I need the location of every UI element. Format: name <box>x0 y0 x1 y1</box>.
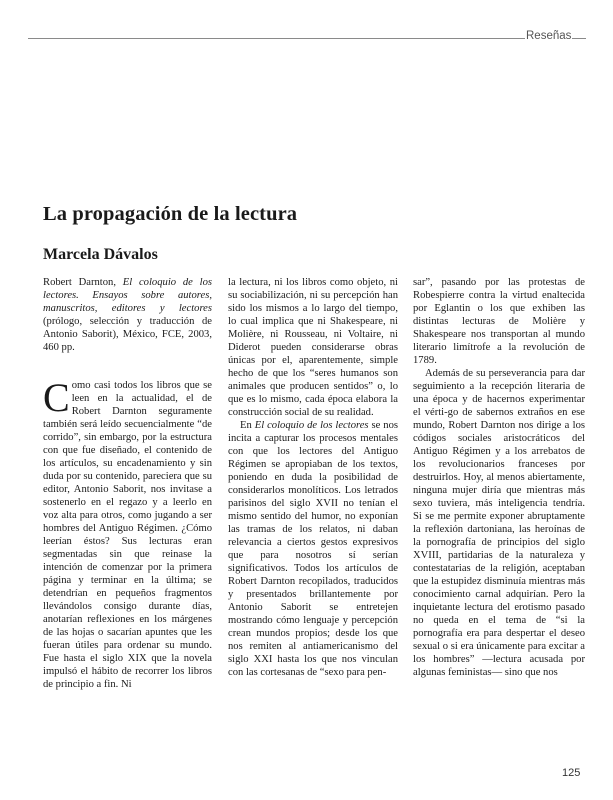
citation-details: (prólogo, selección y traducción de Antonio Saborit), México, FCE, 2003, 460 pp. <box>43 316 212 353</box>
header-rule <box>28 38 525 39</box>
body-paragraph-4: sar”, pasando por las protestas de Robespierre contra la virtud enaltecida por Eglantin o los que exhiben las distintas lecturas de Molière y Shakespeare nos transportan al mundo literario limítrofe a la revolución de 1789. <box>413 277 585 366</box>
text-column-1 <box>43 276 212 691</box>
text-column-2 <box>228 276 398 679</box>
book-title-inline: El coloquio de los lectores <box>254 420 369 431</box>
paragraph-text: se nos incita a capturar los procesos mentales con que los lectores del Antiguo Régimen se apropiaban de los textos, poniendo en duda la posibilidad de considerarlos monolíticos. Los letrados parisinos del siglo XVII no tenían el mismo sentido del humor, no exponían las tramas de los relatos, ni daban relevancia a ciertos gestos expresivos que para nosotros sí serían significativos. Todos los artículos de Robert Darnton recopilados, traducidos y presentados brillantemente por Antonio Saborit se entretejen mostrando cómo lenguaje y percepción crean mundos propios; desde los que nos remiten al antiamericanismo del siglo XXI hasta los que nos vinculan con las cortesanas de “sexo para pen- <box>228 420 398 678</box>
section-label: Reseñas <box>526 30 572 42</box>
body-paragraph-5: Además de su perseverancia para dar seguimiento a la recepción literaria de una época y de hacernos experimentar el vérti-go de sabernos extraños en ese mundo, Robert Darnton nos dirige a los códigos sociales aristocráticos del Antiguo Régimen y a los arrebatos de los revolucionarios franceses por destruirlos. Hoy, al menos abiertamente, ninguna mujer diría que mientras más sexo tuviera, más inteligencia tendría. Si se me permite exponer abruptamente la reflexión dartoniana, las heroínas de la pornografía de principios del siglo XVIII, partidarias de la naturaleza y contestatarias de la religión, aceptaban que la estupidez disminuía mientras más conocimiento carnal adquirían. Pero la inquietante lectura del erotismo pasado no queda en el tema de “si la pornografía era para despertar el deseo sexual o si era únicamente para excitar a los hombres” —lectura acusada por algunas feministas— sino que nos <box>413 368 585 678</box>
citation-author: Robert Darnton, <box>43 277 123 288</box>
article-author: Marcela Dávalos <box>43 246 158 263</box>
book-citation <box>43 276 212 354</box>
body-paragraph-1: Como casi todos los libros que se leen en la actualidad, el de Robert Darnton seguramente también será leído secuencialmente “de corrido”, sin embargo, por la estructura con que fue diseñado, el contenido de los artículos, su encadenamiento y sin duda por su contenido, pareciera que su editor, Antonio Saborit, nos invitase a sostenerlo en el regazo y a leerlo en voz alta para otros, como jugando a ser hombres del Antiguo Régimen. ¿Cómo leerían éstos? Sus lecturas eran segmentadas sin que reinase la intención de comenzar por la primera página y terminar en la última; se detendrían en pequeños fragmentos llevándolos consigo durante días, anotarían reflexiones en los márgenes de las hojas o sacarían apuntes que les fueran útiles para ordenar su mundo. Fue hasta el siglo XIX que la novela impulsó el hábito de recorrer los libros de principio a fin. Ni <box>43 375 212 690</box>
body-paragraph-2: la lectura, ni los libros como objeto, ni su sociabilización, ni su percepción han sido los mismos a lo largo del tiempo, lo cual implica que ni Shakespeare, ni Molière, ni Rousseau, ni Voltaire, ni Diderot pueden considerarse obras únicas por el, aparentemente, simple hecho de que los “seres humanos son animales que producen sentidos” o, lo que es lo mismo, cada época elabora la construcción social de su realidad. <box>228 277 398 418</box>
paragraph-prefix: En <box>240 420 255 431</box>
header-rule-end <box>572 38 586 39</box>
page-number: 125 <box>562 767 581 779</box>
article-title: La propagación de la lectura <box>43 203 298 225</box>
text-column-3 <box>413 276 585 679</box>
body-paragraph-3 <box>228 419 398 679</box>
citation-book-title: El coloquio de los lectores. Ensayos sobre autores, manuscritos, editores y lectores <box>43 277 212 314</box>
